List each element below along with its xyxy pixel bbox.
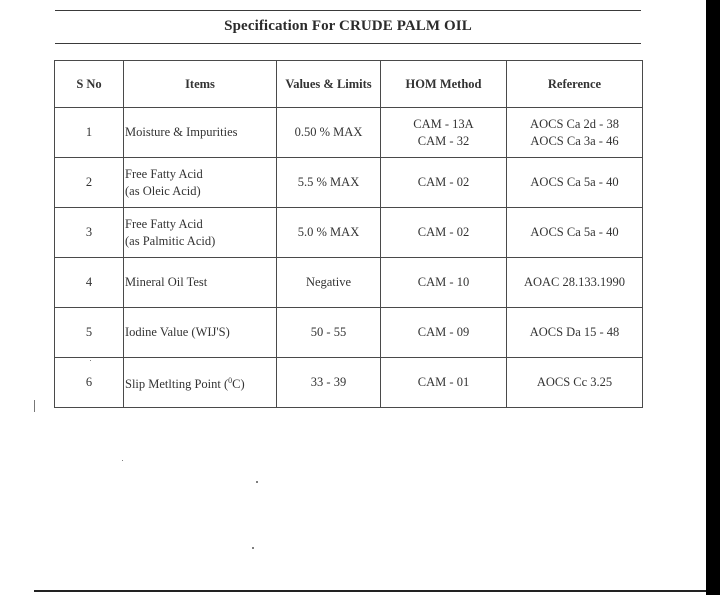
item-text-second: (as Oleic Acid) xyxy=(125,183,201,198)
cell-method xyxy=(381,108,507,158)
scan-speck xyxy=(90,360,91,361)
cell-method: CAM - 02 xyxy=(381,158,507,208)
cell-sno: 2 xyxy=(55,158,124,208)
header-reference: Reference xyxy=(507,61,643,108)
page-title: Specification For CRUDE PALM OIL xyxy=(224,18,472,34)
cell-sno: 6 xyxy=(55,358,124,408)
cell-value: 50 - 55 xyxy=(277,308,381,358)
scan-speck xyxy=(252,547,254,549)
cell-value: 5.5 % MAX xyxy=(277,158,381,208)
cell-reference xyxy=(507,108,643,158)
cell-reference: AOAC 28.133.1990 xyxy=(507,258,643,308)
cell-sno: 3 xyxy=(55,208,124,258)
item-text: Mineral Oil Test xyxy=(125,275,208,289)
cell-item xyxy=(124,208,277,258)
cell-value: 33 - 39 xyxy=(277,358,381,408)
cell-item xyxy=(124,158,277,208)
cell-reference: AOCS Ca 5a - 40 xyxy=(507,158,643,208)
cell-item xyxy=(124,358,277,408)
specification-table xyxy=(54,60,643,408)
cell-item xyxy=(124,258,277,308)
cell-reference: AOCS Cc 3.25 xyxy=(507,358,643,408)
cell-value: 5.0 % MAX xyxy=(277,208,381,258)
cell-method: CAM - 09 xyxy=(381,308,507,358)
bottom-rule xyxy=(34,590,706,592)
cell-item xyxy=(124,108,277,158)
method-text-second: CAM - 32 xyxy=(417,133,470,148)
table-row xyxy=(55,308,643,358)
cell-method: CAM - 01 xyxy=(381,358,507,408)
scan-speck xyxy=(122,460,123,461)
title-underline-rule xyxy=(55,43,641,44)
cell-sno: 4 xyxy=(55,258,124,308)
cell-reference: AOCS Da 15 - 48 xyxy=(507,308,643,358)
cell-item xyxy=(124,308,277,358)
item-text: Slip Metlting Point ( xyxy=(125,377,229,392)
cell-reference: AOCS Ca 5a - 40 xyxy=(507,208,643,258)
cell-sno: 5 xyxy=(55,308,124,358)
table-row xyxy=(55,158,643,208)
header-items: Items xyxy=(124,61,277,108)
cell-value: Negative xyxy=(277,258,381,308)
cell-method: CAM - 10 xyxy=(381,258,507,308)
item-text: Iodine Value (WIJ'S) xyxy=(125,325,230,339)
cell-value: 0.50 % MAX xyxy=(277,108,381,158)
header-sno: S No xyxy=(55,61,124,108)
table-row xyxy=(55,358,643,408)
reference-text-second: AOCS Ca 3a - 46 xyxy=(530,133,619,148)
item-text: Moisture & Impurities xyxy=(125,125,238,139)
cell-method: CAM - 02 xyxy=(381,208,507,258)
scan-edge-border xyxy=(706,0,720,595)
item-text-second: (as Palmitic Acid) xyxy=(125,233,216,248)
table-row xyxy=(55,108,643,158)
degree-superscript: 0 xyxy=(228,375,233,385)
cell-sno: 1 xyxy=(55,108,124,158)
header-values-limits: Values & Limits xyxy=(277,61,381,108)
item-text-suffix: C) xyxy=(232,377,245,392)
table-row xyxy=(55,208,643,258)
top-rule xyxy=(55,10,641,11)
reference-text: AOCS Ca 2d - 38 xyxy=(530,116,619,131)
table-row xyxy=(55,258,643,308)
scan-speck xyxy=(256,481,258,483)
item-text: Free Fatty Acid xyxy=(125,216,203,231)
item-text: Free Fatty Acid xyxy=(125,166,203,181)
scan-mark xyxy=(34,400,35,412)
header-hom-method: HOM Method xyxy=(381,61,507,108)
method-text: CAM - 13A xyxy=(413,116,474,131)
table-header-row xyxy=(55,61,643,108)
